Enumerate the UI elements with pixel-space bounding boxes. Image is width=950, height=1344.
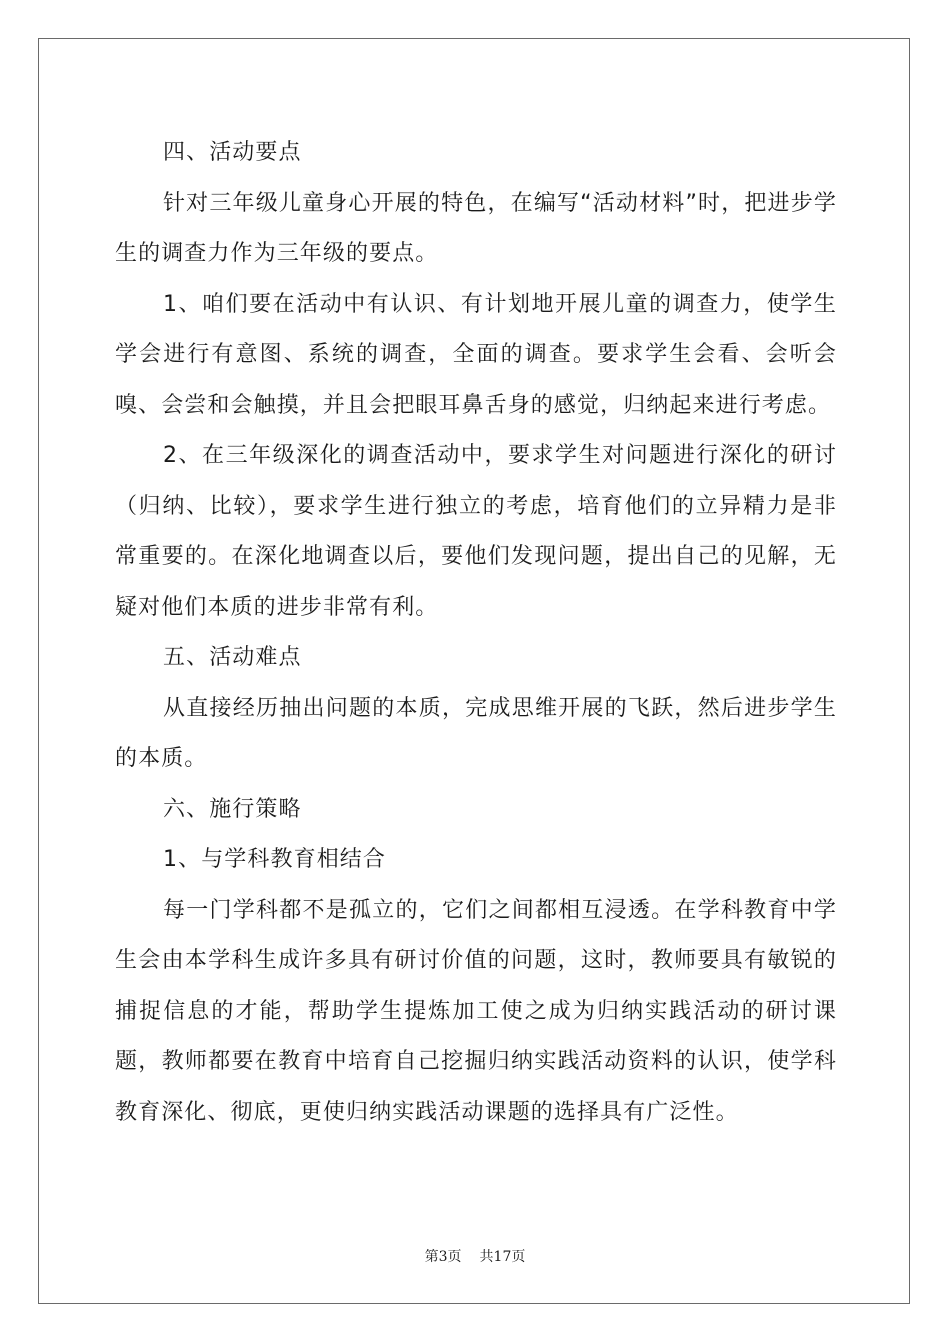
subsection-heading: 1、与学科教育相结合: [163, 847, 386, 872]
paragraph: 1、咱们要在活动中有认识、有计划地开展儿童的调查力，使学生学会进行有意图、系统的调查，全面的调查。要求学生会看、会听会嗅、会尝和会触摸，并且会把眼耳鼻舌身的感觉，归纳起来进行考虑。: [115, 291, 837, 418]
paragraph: 针对三年级儿童身心开展的特色，在编写“活动材料”时，把进步学生的调查力作为三年级的要点。: [115, 190, 837, 266]
page-total: 共17页: [479, 1249, 526, 1265]
section-heading-6: 六、施行策略: [163, 796, 302, 822]
page-footer: [0, 1246, 950, 1266]
section-heading-5: 五、活动难点: [163, 645, 302, 670]
page-number: 第3页: [424, 1249, 462, 1265]
paragraph: 每一门学科都不是孤立的，它们之间都相互浸透。在学科教育中学生会由本学科生成许多具有研讨价值的问题，这时，教师要具有敏锐的捕捉信息的才能，帮助学生提炼加工使之成为归纳实践活动的研讨课题，教师都要在教育中培育自己挖掘归纳实践活动资料的认识，使学科教育深化、彻底，更使归纳实践活动课题的选择具有广泛性。: [115, 897, 837, 1125]
section-heading-4: 四、活动要点: [163, 140, 302, 165]
document-body: [115, 128, 837, 1138]
paragraph: 2、在三年级深化的调查活动中，要求学生对问题进行深化的研讨（归纳、比较），要求学生进行独立的考虑，培育他们的立异精力是非常重要的。在深化地调查以后，要他们发现问题，提出自己的见解，无疑对他们本质的进步非常有利。: [115, 443, 837, 620]
paragraph: 从直接经历抽出问题的本质，完成思维开展的飞跃，然后进步学生的本质。: [115, 695, 837, 771]
